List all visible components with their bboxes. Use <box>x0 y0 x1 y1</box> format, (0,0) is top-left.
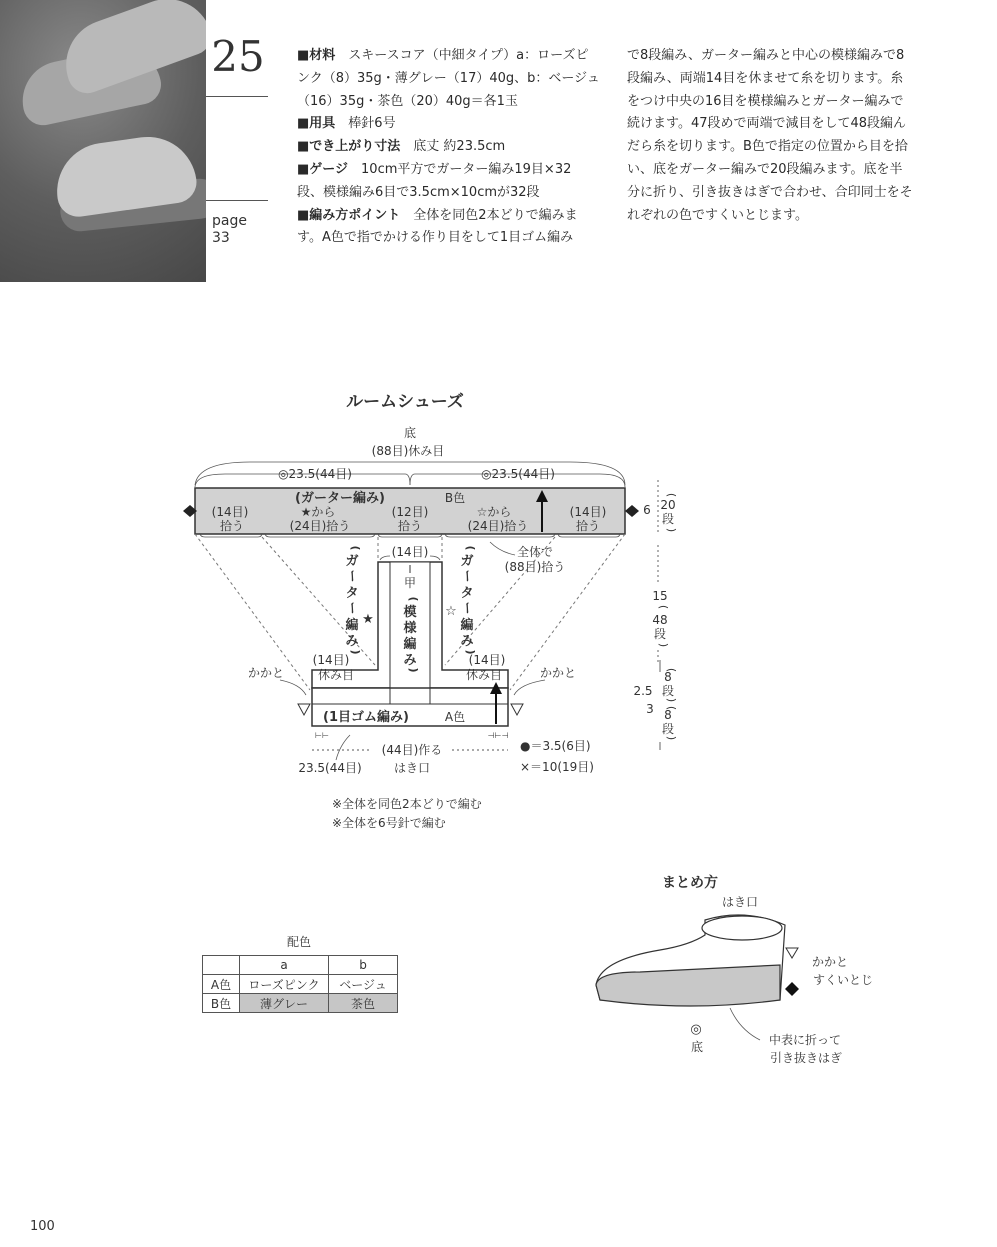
instep-label: 甲 <box>403 576 417 590</box>
pick-24-right: (24目)拾う <box>467 519 529 533</box>
pattern-v-char: 模 <box>403 605 417 620</box>
pattern-v-char: ( <box>407 596 420 602</box>
rest-14-right: (14目) <box>468 653 506 667</box>
table-cell: ローズピンク <box>240 975 329 994</box>
height-6: 6 <box>643 503 651 517</box>
color-table-title: 配色 <box>287 935 312 949</box>
svg-text:(: ( <box>464 545 477 551</box>
rest-14-left: (14目) <box>312 653 350 667</box>
table-cell <box>203 956 240 975</box>
rows-8-paren: ) <box>665 697 678 703</box>
svg-text:タ: タ <box>345 586 359 601</box>
double-circle: ◎ <box>690 1022 702 1037</box>
instruction-line: （16）35g・茶色（20）40g＝各1玉 <box>297 93 518 109</box>
garter-vertical-right <box>459 545 477 654</box>
rib-label: (1目ゴム編み) <box>323 710 409 725</box>
all-pick-88: (88目)拾う <box>504 560 566 574</box>
dot-legend: ●＝3.5(6目) <box>520 739 591 753</box>
left-half-label: ◎23.5(44目) <box>278 467 352 481</box>
table-cell: B色 <box>203 994 240 1013</box>
page-number: 100 <box>30 1219 55 1234</box>
instruction-line: ■材料 スキースコア（中細タイプ）a：ローズピ <box>297 48 589 63</box>
instruction-line: い、底をガーター編みで20段編みます。底を半 <box>627 161 903 177</box>
pattern-number: 25 <box>211 32 265 81</box>
triangle-mark-right <box>511 704 523 715</box>
assembly-heel-seam: すくいとじ <box>812 973 874 987</box>
pick-right: 拾う <box>575 519 601 533</box>
diamond-mark-right <box>625 505 639 517</box>
rows-48-unit: 段 <box>653 627 667 641</box>
instruction-line: をつけ中央の16目を模様編みとガーター編みで <box>627 93 904 109</box>
triangle-mark-left <box>298 704 310 715</box>
width-bottom: 23.5(44目) <box>298 761 362 775</box>
sole-label: 底 <box>403 426 417 440</box>
page-label: page <box>212 213 247 229</box>
cast-on-label: (44目)作る <box>381 743 443 757</box>
instruction-line: だら糸を切ります。B色で指定の位置から目を拾 <box>627 139 908 155</box>
triangle-mark <box>786 948 798 958</box>
leader-line <box>280 680 306 695</box>
rest-left: 休み目 <box>317 668 355 682</box>
pattern-v-char: み <box>403 653 417 668</box>
table-cell: 茶色 <box>329 994 398 1013</box>
color-table <box>202 955 398 1013</box>
assembly-fold2: 引き抜きはぎ <box>769 1051 843 1065</box>
rows-20-paren: ) <box>665 527 678 533</box>
rib-mark-left: ⊢⊢ <box>315 731 329 740</box>
rows-20-num: 20 <box>660 498 676 512</box>
assembly-title: まとめ方 <box>662 875 718 891</box>
instruction-line: 段編み、両端14目を休ませて糸を切ります。糸 <box>627 70 904 86</box>
instep-14: (14目) <box>391 545 429 559</box>
instruction-line: ■編み方ポイント 全体を同色2本どりで編みま <box>297 207 578 223</box>
garter-label: (ガーター編み) <box>295 491 385 506</box>
pick-12: (12目) <box>391 505 429 519</box>
instruction-line: 段、模様編み6目で3.5cm×10cmが32段 <box>297 184 540 200</box>
rows-8-unit: 段 <box>661 722 675 736</box>
pattern-v-char: 編 <box>403 637 417 652</box>
pick-24-left: (24目)拾う <box>289 519 351 533</box>
black-star: ★ <box>362 612 374 627</box>
page-ref-number: 33 <box>212 230 230 246</box>
table-row <box>203 994 398 1013</box>
a-color-label: A色 <box>444 710 466 724</box>
height-15: 15 <box>652 589 668 603</box>
garter-vertical-left <box>344 545 362 654</box>
rows-8-unit: 段 <box>661 684 675 698</box>
table-row <box>203 975 398 994</box>
svg-text:ー: ー <box>344 601 359 615</box>
instruction-line: ■でき上がり寸法 底丈 約23.5cm <box>297 139 506 155</box>
pattern-v-char: ) <box>407 667 420 673</box>
opening-label: はき口 <box>393 761 431 775</box>
rib-mark-right: ⊣⊢⊣ <box>487 731 509 740</box>
note-2: ※全体を6号針で編む <box>332 816 446 830</box>
table-cell: ベージュ <box>329 975 398 994</box>
instruction-line: ■用具 棒針6号 <box>297 116 396 132</box>
svg-text:編: 編 <box>460 618 474 633</box>
instruction-line: す。A色で指でかける作り目をして1目ゴム編み <box>297 230 574 246</box>
cross-legend: ×＝10(19目) <box>520 760 594 774</box>
height-3: 3 <box>646 702 654 716</box>
sole-rest-label: (88目)休み目 <box>371 444 445 458</box>
slipper-illustration <box>596 915 785 1006</box>
pick-14-right: (14目) <box>569 505 607 519</box>
assembly-heel: かかと <box>811 955 849 969</box>
svg-text:(: ( <box>349 545 362 551</box>
pick-14-left: (14目) <box>211 505 249 519</box>
instruction-line: で8段編み、ガーター編みと中心の模様編みで8 <box>627 48 905 63</box>
note-1: ※全体を同色2本どりで編む <box>332 797 482 811</box>
instruction-line: 分に折り、引き抜きはぎで合わせ、合印同士をそ <box>627 184 913 200</box>
heel-right: かかと <box>539 666 577 680</box>
svg-text:ー: ー <box>344 569 359 583</box>
b-color-label: B色 <box>444 491 466 505</box>
svg-text:タ: タ <box>460 586 474 601</box>
svg-text:ガ: ガ <box>345 554 359 569</box>
rows-48-num: 48 <box>652 613 668 627</box>
leader-line <box>336 735 350 760</box>
table-cell: 薄グレー <box>240 994 329 1013</box>
table-cell: a <box>240 956 329 975</box>
svg-text:ー: ー <box>459 569 474 583</box>
rows-8-paren: ) <box>665 735 678 741</box>
table-row <box>203 956 398 975</box>
table-cell: A色 <box>203 975 240 994</box>
rest-right: 休み目 <box>465 668 503 682</box>
diamond-mark <box>785 982 799 996</box>
star-from: ★から <box>300 505 336 519</box>
assembly-sole: 底 <box>690 1040 704 1054</box>
svg-text:編: 編 <box>345 618 359 633</box>
rows-8-num: 8 <box>664 708 672 722</box>
svg-text:ガ: ガ <box>460 554 474 569</box>
rows-8-paren: ( <box>665 667 678 673</box>
svg-text:み: み <box>345 634 359 649</box>
pick-left: 拾う <box>219 519 245 533</box>
leader-line <box>490 542 515 555</box>
instruction-line: ■ゲージ 10cm平方でガーター編み19目×32 <box>297 161 572 177</box>
rows-20-unit: 段 <box>661 512 675 526</box>
svg-text:み: み <box>460 634 474 649</box>
pick-center: 拾う <box>397 519 423 533</box>
rows-20-paren: ( <box>665 492 678 498</box>
svg-text:): ) <box>349 649 362 655</box>
all-pick: 全体で <box>516 545 554 559</box>
star-white-from: ☆から <box>476 505 512 519</box>
rows-48-paren: ) <box>657 642 670 648</box>
pattern-v-char: 様 <box>403 621 417 636</box>
diagram-title: ルームシューズ <box>346 392 464 412</box>
heel-left: かかと <box>247 666 285 680</box>
white-star: ☆ <box>445 604 457 619</box>
assembly-opening: はき口 <box>721 895 759 909</box>
height-2-5: 2.5 <box>633 684 653 698</box>
right-half-label: ◎23.5(44目) <box>481 467 555 481</box>
instruction-line: ンク（8）35g・薄グレー（17）40g、b：ベージュ <box>297 70 600 86</box>
svg-text:ー: ー <box>459 601 474 615</box>
instruction-line: 続けます。47段めで両端で減目をして48段編ん <box>627 116 907 132</box>
assembly-fold: 中表に折って <box>768 1033 842 1047</box>
rows-8-paren: ( <box>665 705 678 711</box>
svg-text:): ) <box>464 649 477 655</box>
table-cell: b <box>329 956 398 975</box>
leader-line <box>514 680 545 695</box>
rows-8-num: 8 <box>664 670 672 684</box>
rows-48-paren: ( <box>657 604 670 610</box>
instruction-line: れぞれの色ですくいとじます。 <box>627 207 808 223</box>
leader-line <box>730 1008 760 1040</box>
